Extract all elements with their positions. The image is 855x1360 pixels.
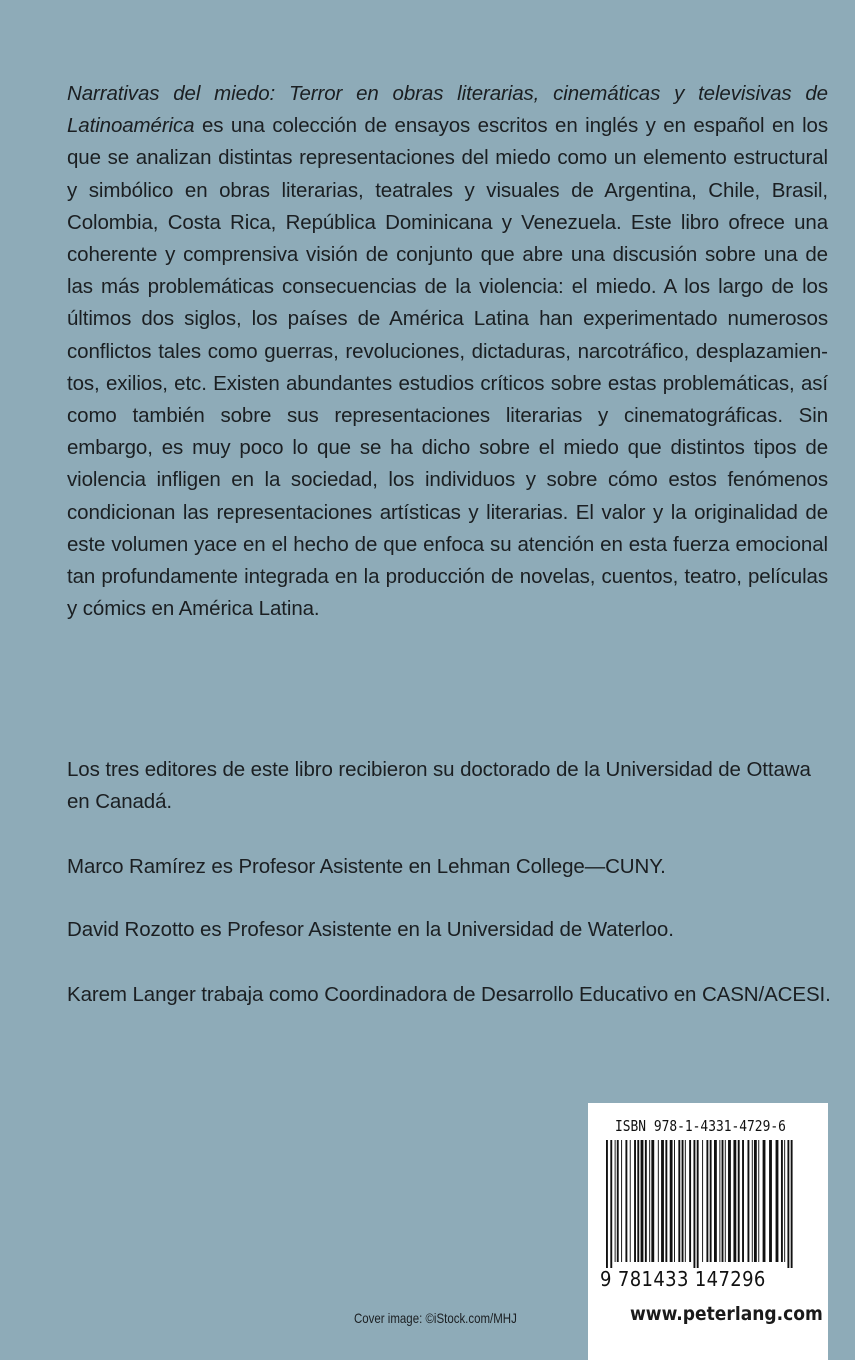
barcode-bar xyxy=(617,1140,619,1262)
barcode-bar xyxy=(685,1140,686,1262)
barcode-bar xyxy=(674,1140,675,1262)
barcode-bar xyxy=(747,1140,749,1262)
publisher-url: www.peterlang.com xyxy=(630,1303,823,1325)
barcode-bar xyxy=(702,1140,703,1262)
barcode-bar xyxy=(610,1140,612,1268)
barcode-bar xyxy=(728,1140,731,1262)
barcode-bar xyxy=(706,1140,708,1262)
barcode-bar xyxy=(625,1140,627,1262)
editors-intro: Los tres editores de este libro recibieron su doctorado de la Universidad de Ottawa en Canadá. xyxy=(67,758,811,813)
barcode-panel xyxy=(588,1103,828,1360)
barcode-bar xyxy=(781,1140,783,1262)
barcode-bar xyxy=(621,1140,622,1262)
barcode-graphic xyxy=(602,1140,814,1268)
barcode-bar xyxy=(763,1140,766,1262)
barcode-bar xyxy=(641,1140,644,1262)
barcode-bar xyxy=(776,1140,779,1262)
barcode-bar xyxy=(661,1140,664,1262)
barcode-bar xyxy=(769,1140,772,1262)
editor-bio-ramirez: Marco Ramírez es Profesor Asistente en Lehman College—CUNY. xyxy=(67,855,666,878)
book-description xyxy=(67,78,828,625)
barcode-bar xyxy=(719,1140,720,1262)
barcode-bar xyxy=(658,1140,659,1262)
barcode-bar xyxy=(710,1140,712,1262)
barcode-bar xyxy=(645,1140,647,1262)
barcode-bar xyxy=(689,1140,691,1262)
barcode-bar xyxy=(742,1140,744,1262)
barcode-bar xyxy=(637,1140,639,1262)
barcode-bar xyxy=(693,1140,695,1268)
barcode-bar xyxy=(665,1140,667,1262)
barcode-bar xyxy=(670,1140,673,1262)
isbn-label: ISBN 978-1-4331-4729-6 xyxy=(615,1117,786,1135)
barcode-bar xyxy=(758,1140,759,1262)
barcode-bar xyxy=(651,1140,654,1262)
barcode-bar xyxy=(682,1140,684,1262)
barcode-bar xyxy=(678,1140,680,1262)
editor-bio-rozotto: David Rozotto es Profesor Asistente en la Universidad de Waterloo. xyxy=(67,918,674,941)
cover-image-credit: Cover image: ©iStock.com/MHJ xyxy=(354,1310,517,1326)
barcode-bar xyxy=(697,1140,699,1268)
barcode-bar xyxy=(784,1140,785,1262)
book-title: Narrativas del miedo: Terror en obras literarias, cinemáticas y televisivas de Latinoamérica xyxy=(67,82,828,138)
barcode-digits: 9 781433 147296 xyxy=(600,1267,766,1291)
barcode-bar xyxy=(606,1140,608,1268)
barcode-bar xyxy=(615,1140,616,1262)
barcode-bar xyxy=(754,1140,757,1262)
barcode-bar xyxy=(752,1140,753,1262)
barcode-bar xyxy=(725,1140,726,1262)
description-body: es una colección de ensayos escritos en inglés y en español en los que se analizan distintas representaciones del miedo como un elemento estructural y simbólico en obras literarias, teatrales y visuales de Argentina, Chile, Brasil, Colombia, Costa Rica, República Dominicana y Venezuela. Este libro ofrece una coherente y comprensiva visión de conjunto que abre una discusión sobre una de las más problemáticas consecuencias de la violencia: el miedo. A los largo de los últimos dos siglos, los países de América Latina han experimentado numerosos conflictos tales como guerras, revoluciones, dictaduras, narcotráfico, desplazamientos, exilios, etc. Existen abundantes estudios críticos sobre estas problemáticas, así como también sobre sus representaciones literarias y cinematográficas. Sin embargo, es muy poco lo que se ha dicho sobre el miedo que distintos tipos de violencia infligen en la sociedad, los individuos y sobre cómo estos fenómenos condicionan las representaciones artísticas y literarias. El valor y la originalidad de este volumen yace en el hecho de que enfoca su atención en esta fuerza emocional tan profundamente integrada en la producción de novelas, cuentos, teatro, películas y cómics en América Latina. xyxy=(67,114,828,621)
barcode-bar xyxy=(791,1140,793,1268)
barcode-bar xyxy=(733,1140,736,1262)
barcode-bar xyxy=(630,1140,631,1262)
barcode-bar xyxy=(714,1140,717,1262)
barcode-bar xyxy=(722,1140,724,1262)
barcode-bar xyxy=(787,1140,789,1268)
barcode-bar xyxy=(634,1140,636,1262)
editor-bio-langer: Karem Langer trabaja como Coordinadora de Desarrollo Educativo en CASN/ACESI. xyxy=(67,983,831,1006)
barcode-bar xyxy=(649,1140,650,1262)
barcode-bar xyxy=(738,1140,740,1262)
